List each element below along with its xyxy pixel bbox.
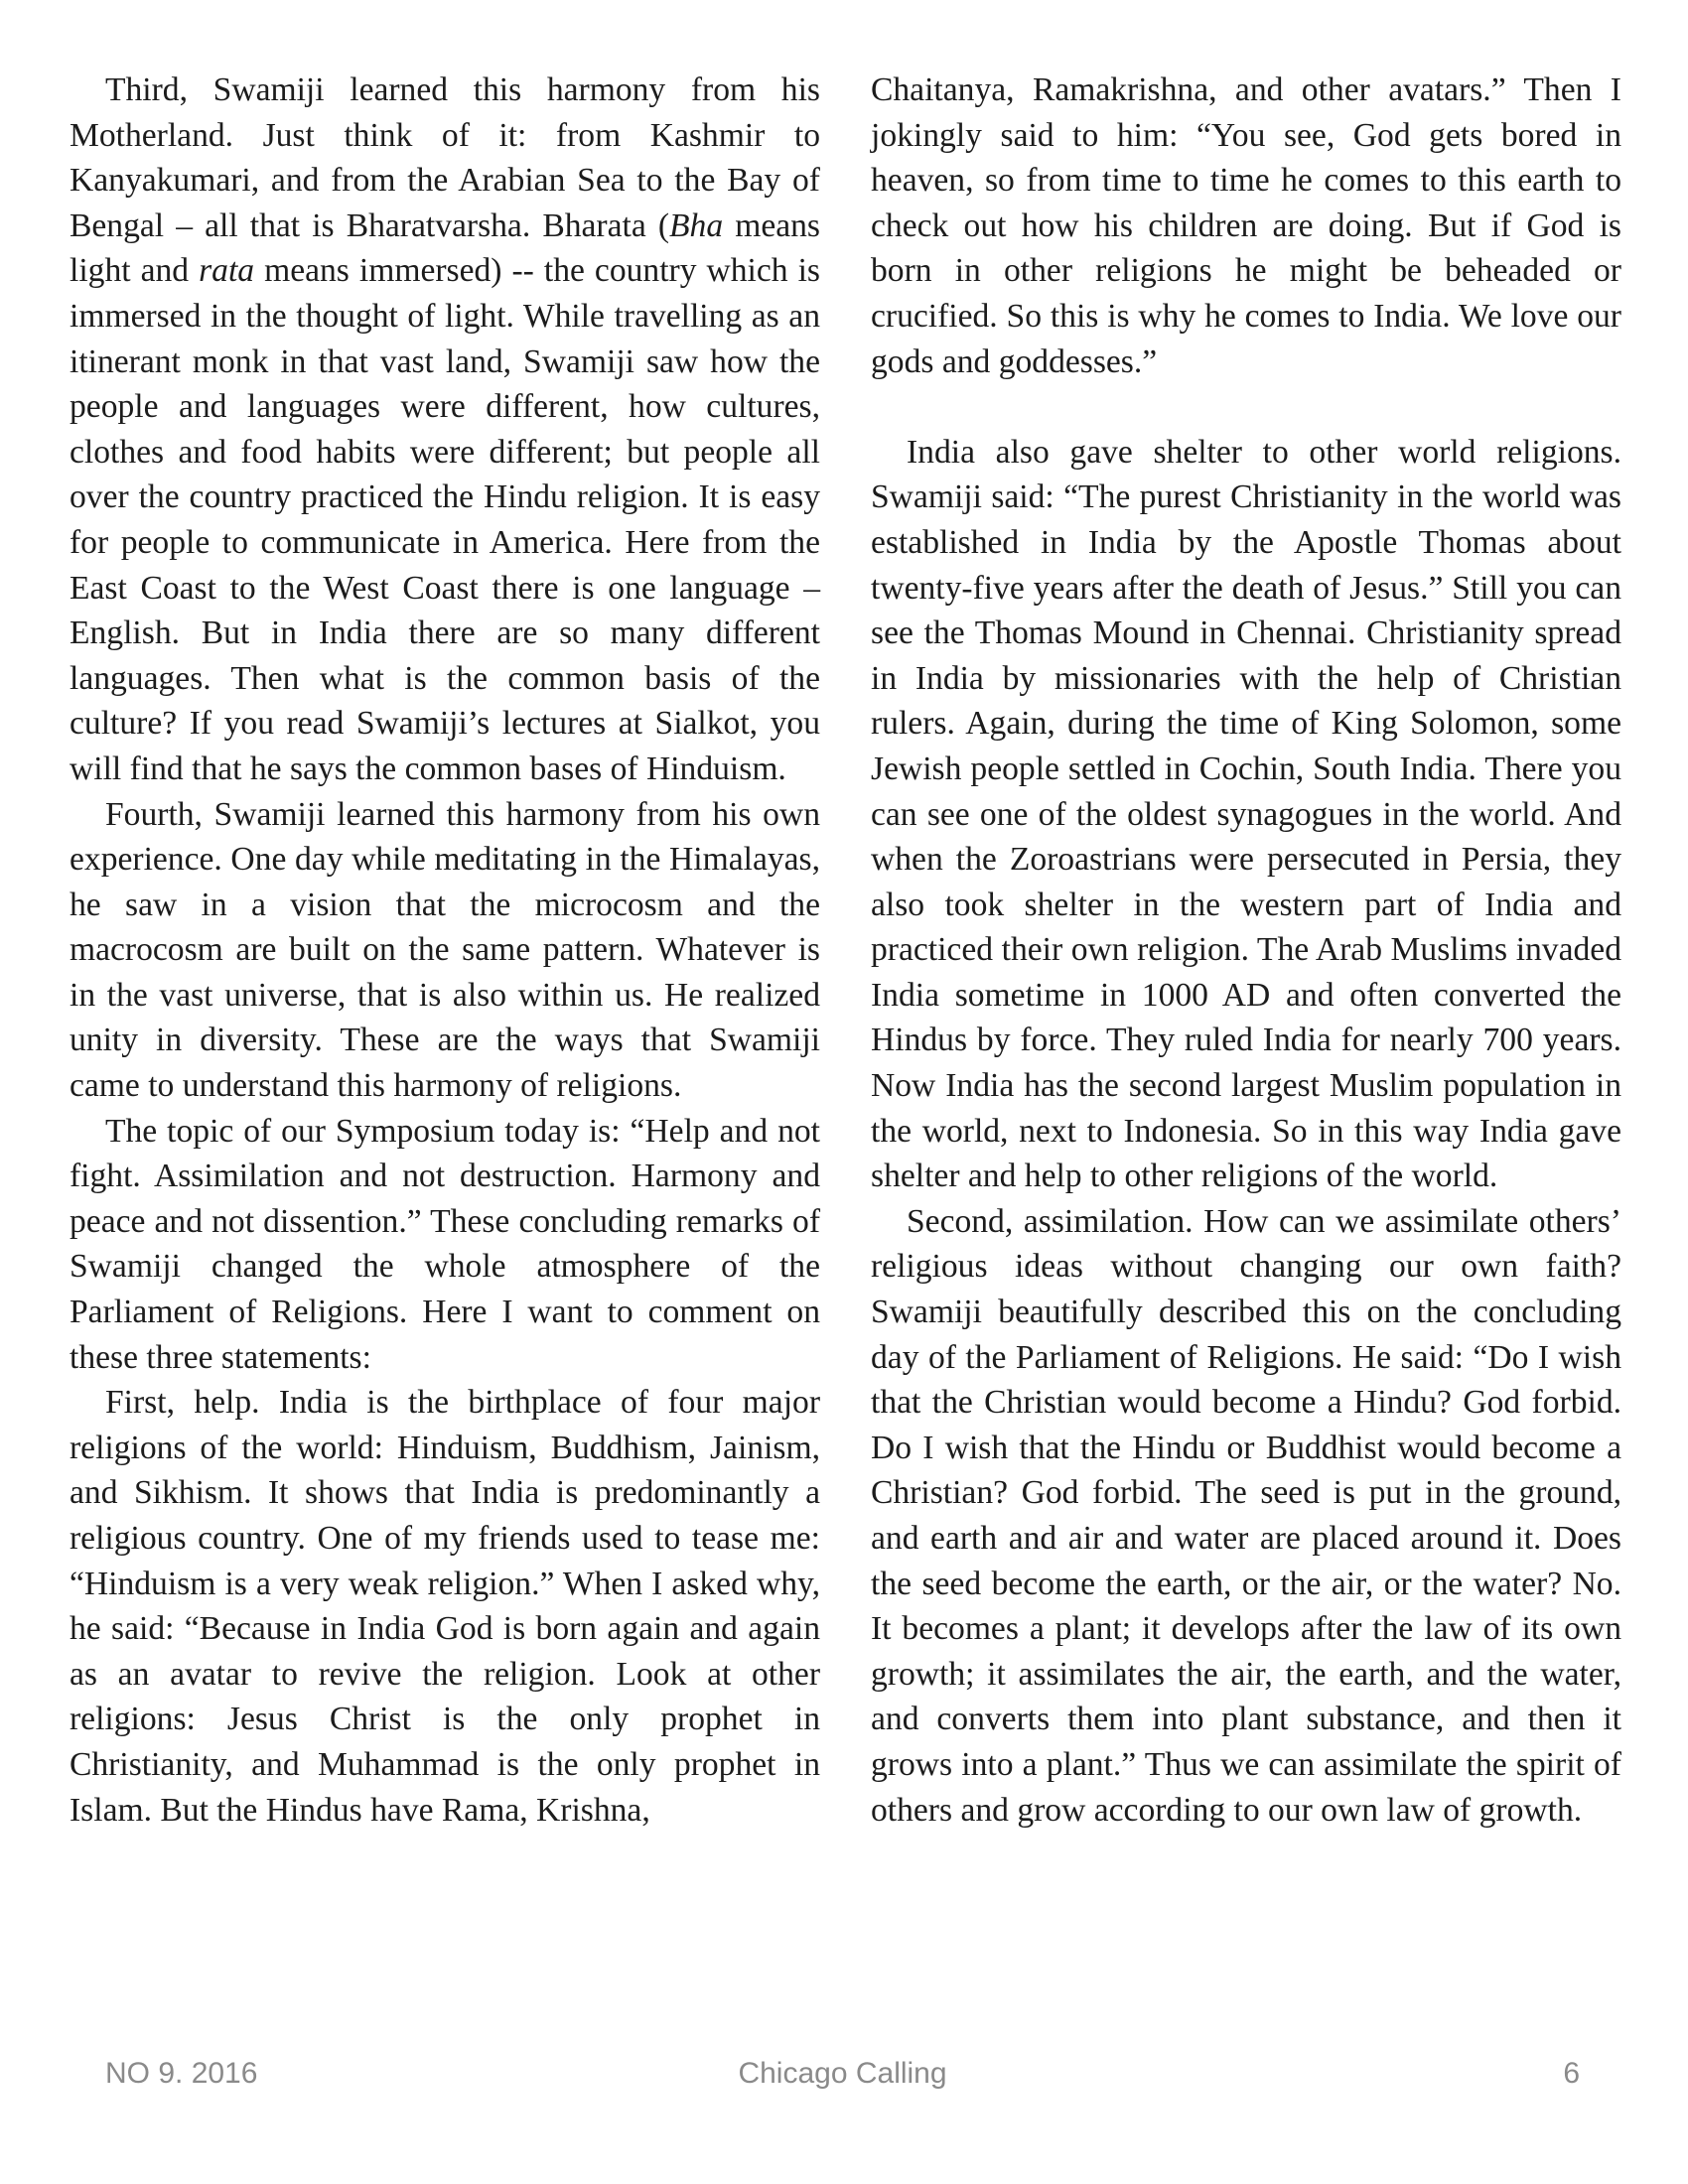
paragraph-text: means light and bbox=[70, 206, 820, 290]
page-number: 6 bbox=[1563, 2057, 1580, 2090]
paragraph-text: Third, Swamiji learned this harmony from his Motherland. Just think of it: from Kashmir to Kanyakumari, and from the Arabian Sea to the Bay of Bengal – all that is Bharatvarsha. Bharata ( bbox=[70, 71, 820, 244]
paragraph-assimilation: Second, assimilation. How can we assimilate others’ religious ideas without changing our own faith? Swamiji beautifully described this on the concluding day of the Parliament of Religions. He said: “Do I wish that the Christian would become a Hindu? God forbid. Do I wish that the Hindu or Buddhist would become a Christian? God forbid. The seed is put in the ground, and earth and air and water are placed around it. Does the seed become the earth, or the air, or the water? No. It becomes a plant; it develops after the law of its own growth; it assimilates the air, the earth, and the water, and converts them into plant substance, and then it grows into a plant.” Thus we can assimilate the spirit of others and grow according to our own law of growth. bbox=[871, 1202, 1621, 1829]
paragraph-own-experience: Fourth, Swamiji learned this harmony from his own experience. One day while meditating in the Himalayas, he saw in a vision that the microcosm and the macrocosm are built on the same pattern. Whatever is in the vast universe, that is also within us. He realized unity in diversity. These are the ways that Swamiji came to understand this harmony of religions. bbox=[70, 795, 820, 1105]
page-footer bbox=[105, 2057, 1580, 2101]
paragraph-first-help: First, help. India is the birthplace of four major religions of the world: Hinduism, Buddhism, Jainism, and Sikhism. It shows that India is predominantly a religious country. One of my friends used to tease me: “Hinduism is a very weak religion.” When I asked why, he said: “Because in India God is born again and again as an avatar to revive the religion. Look at other religions: Jesus Christ is the only prophet in Christianity, and Muhammad is the only prophet in Islam. But the Hindus have Rama, Krishna, bbox=[70, 1384, 820, 1829]
publication-name: Chicago Calling bbox=[738, 2057, 947, 2090]
right-column bbox=[871, 68, 1621, 1833]
left-column bbox=[70, 68, 820, 1833]
paragraph-shelter: India also gave shelter to other world religions. Swamiji said: “The purest Christianity in the world was established in India by the Apostle Thomas about twenty-five years after the death of Jesus.” Still you can see the Thomas Mound in Chennai. Christianity spread in India by missionaries with the help of Christian rulers. Again, during the time of King Solomon, some Jewish people settled in Cochin, South India. There you can see one of the oldest synagogues in the world. And when the Zoroastrians were persecuted in Persia, they also took shelter in the western part of India and practiced their own religion. The Arab Muslims invaded India sometime in 1000 AD and often converted the Hindus by force. They ruled India for nearly 700 years. Now India has the second largest Muslim population in the world, next to Indonesia. So in this way India gave shelter and help to other religions of the world. bbox=[871, 433, 1621, 1195]
italic-term-bha: Bha bbox=[669, 206, 724, 244]
paragraph-text: means immersed) -- the country which is immersed in the thought of light. While travelling as an itinerant monk in that vast land, Swamiji saw how the people and languages were different, how cultures, clothes and food habits were different; but people all over the country practiced the Hindu religion. It is easy for people to communicate in America. Here from the East Coast to the West Coast there is one language – English. But in India there are so many different languages. Then what is the common basis of the culture? If you read Swamiji’s lectures at Sialkot, you will find that he says the common bases of Hinduism. bbox=[70, 252, 820, 787]
paragraph-motherland bbox=[70, 68, 820, 792]
article-body bbox=[70, 68, 1621, 1833]
paragraph-symposium-topic: The topic of our Symposium today is: “Help and not fight. Assimilation and not destruction. Harmony and peace and not dissention.” These concluding remarks of Swamiji changed the whole atmosphere of the Parliament of Religions. Here I want to comment on these three statements: bbox=[70, 1112, 820, 1376]
paragraph-avatars-continued: Chaitanya, Ramakrishna, and other avatars.” Then I jokingly said to him: “You see, God gets bored in heaven, so from time to time he comes to this earth to check out how his children are doing. But if God is born in other religions he might be beheaded or crucified. So this is why he comes to India. We love our gods and goddesses.” bbox=[871, 71, 1621, 380]
italic-term-rata: rata bbox=[199, 252, 255, 290]
issue-label: NO 9. 2016 bbox=[105, 2057, 258, 2090]
